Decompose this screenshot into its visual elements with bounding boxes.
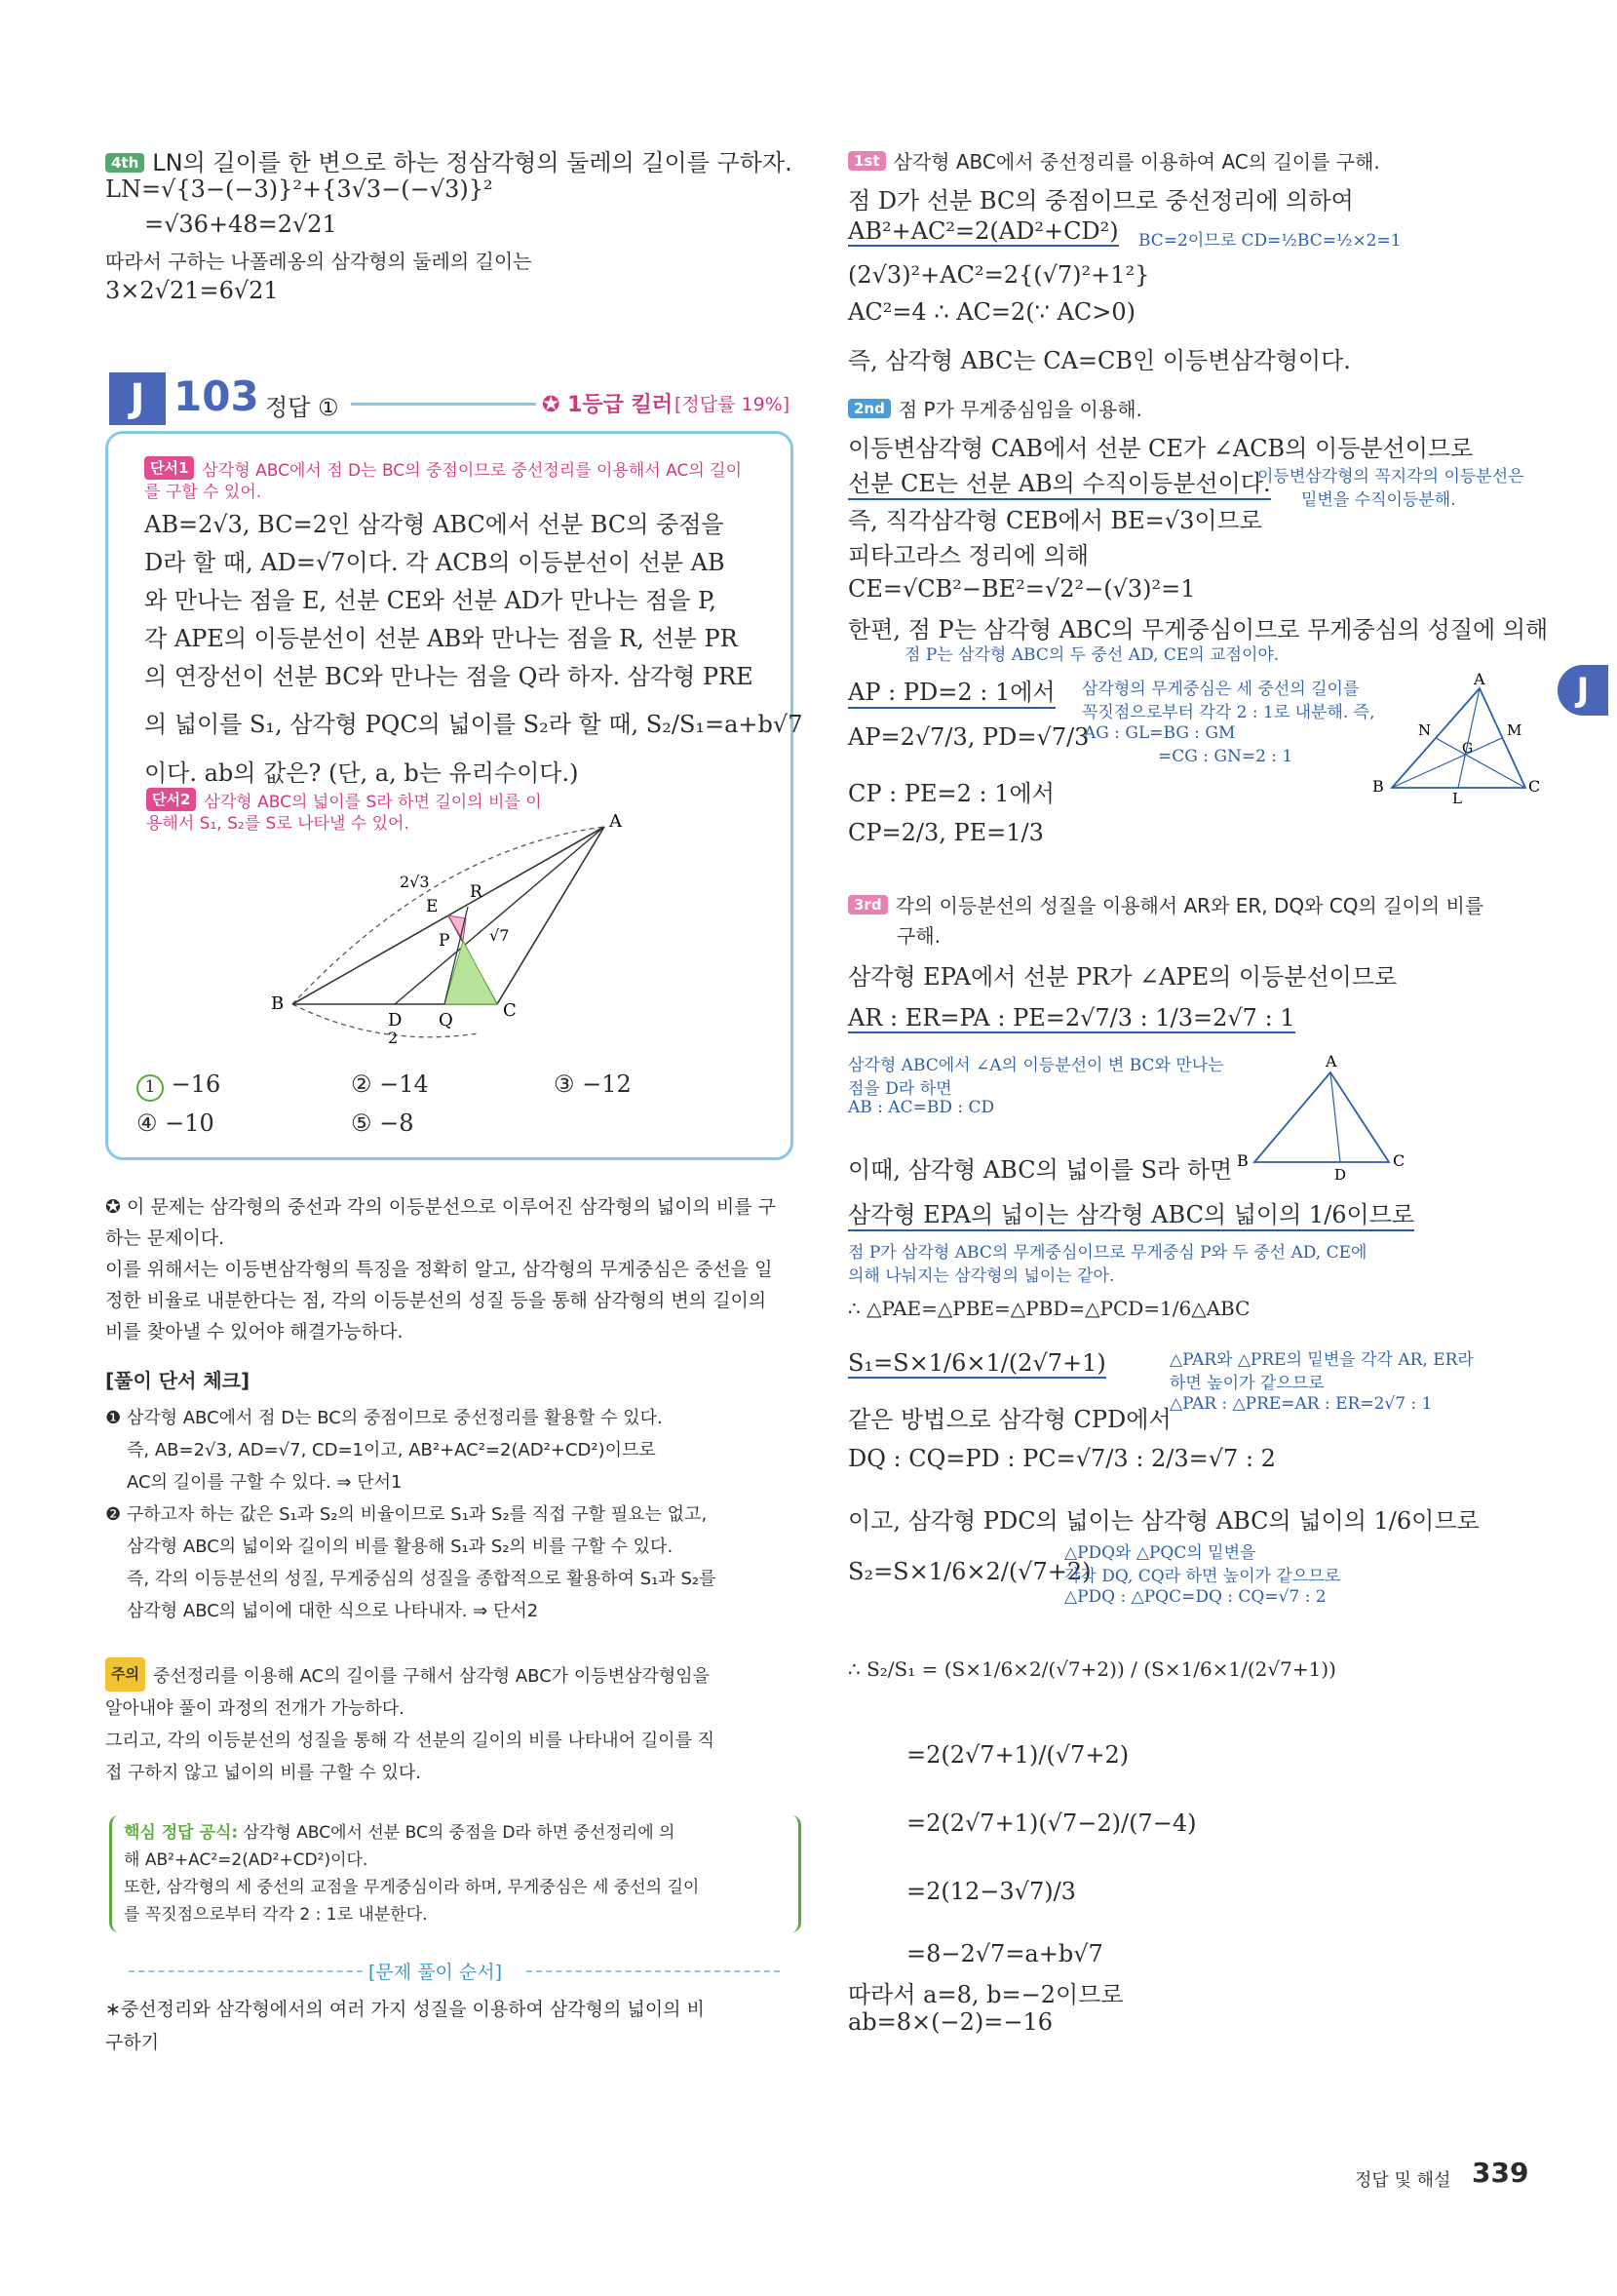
side-note: △PDQ : △PQC=DQ : CQ=√7 : 2 xyxy=(1064,1587,1327,1607)
text-line: 같은 방법으로 삼각형 CPD에서 xyxy=(848,1406,1172,1433)
side-note: AG : GL=BG : GM xyxy=(1084,723,1236,743)
text-line: 점 D가 선분 BC의 중점이므로 중선정리에 의하여 xyxy=(848,187,1354,214)
check-list: ❶ 삼각형 ABC에서 점 D는 BC의 중점이므로 중선정리를 활용할 수 있다. 즉, AB=2√3, AD=√7, CD=1이고, AB²+AC²=2(AD²+CD²)이므로 AC의 길이를 구할 수 있다. ⇒ 단서1 ❷ 구하고자 하는 값은 S₁과 S₂의 비율이므로 S₁과 S₂를 직접 구할 필요는 없고, 삼각형 ABC의 넓이와 길이의 비를 활용해 S₁과 S₂의 비를 구할 수 있다. 즉, 각의 이등분선의 성질, 무게중심의 성질을 종합적으로 활용하여 S₁과 S₂를 삼각형 ABC의 넓이에 대한 식으로 나타내자. ⇒ 단서2 xyxy=(105,1408,716,1621)
side-note: 의해 나눠지는 삼각형의 넓이는 같아. xyxy=(848,1266,1115,1286)
formula-line: S₁=S×1/6×1/(2√7+1) xyxy=(848,1349,1106,1377)
fig-label: 2 xyxy=(388,1029,399,1047)
problem-line: 이다. ab의 값은? (단, a, b는 유리수이다.) xyxy=(144,759,579,787)
side-note: 하면 높이가 같으므로 xyxy=(1170,1374,1325,1393)
fig-label: D xyxy=(388,1010,403,1031)
order-text: ∗중선정리와 삼각형에서의 여러 가지 성질을 이용하여 삼각형의 넓이의 비 구하기 xyxy=(105,1999,705,2053)
choice-5[interactable]: ⑤ −8 xyxy=(351,1109,414,1137)
fig-label: A xyxy=(1326,1052,1337,1070)
problem-line: 의 넓이를 S₁, 삼각형 PQC의 넓이를 S₂라 할 때, S₂/S₁=a+b√7 xyxy=(144,711,803,738)
formula-line: CP=2/3, PE=1/3 xyxy=(848,819,1044,846)
side-note: BC=2이므로 CD=½BC=½×2=1 xyxy=(1138,231,1402,251)
text-line: 선분 CE는 선분 AB의 수직이등분선이다. xyxy=(848,464,1271,500)
text-line: 피타고라스 정리에 의해 xyxy=(848,542,1090,569)
fig-label: B xyxy=(271,993,285,1014)
formula-line: S₂=S×1/6×2/(√7+2) xyxy=(848,1558,1092,1585)
side-note: AB : AC=BD : CD xyxy=(848,1098,995,1117)
problem-number: 103 xyxy=(173,372,259,420)
formula-line: DQ : CQ=PD : PC=√7/3 : 2/3=√7 : 2 xyxy=(848,1445,1276,1472)
divider xyxy=(526,1970,780,1972)
formula-line: CE=√CB²−BE²=√2²−(√3)²=1 xyxy=(848,575,1196,603)
formula-line: (2√3)²+AC²=2{(√7)²+1²} xyxy=(848,261,1150,289)
text-line: 삼각형 EPA의 넓이는 삼각형 ABC의 넓이의 1/6이므로 xyxy=(848,1195,1414,1231)
text-line: 즉, 직각삼각형 CEB에서 BE=√3이므로 xyxy=(848,507,1262,534)
check-title: [풀이 단서 체크] xyxy=(105,1369,250,1392)
problem-line: 와 만나는 점을 E, 선분 CE와 선분 AD가 만나는 점을 P, xyxy=(144,587,716,614)
problem-line: 의 연장선이 선분 BC와 만나는 점을 Q라 하자. 삼각형 PRE xyxy=(144,663,753,690)
explanation-intro: ✪ 이 문제는 삼각형의 중선과 각의 이등분선으로 이루어진 삼각형의 넓이의 비를 구하는 문제이다. 이를 위해서는 이등변삼각형의 특징을 정확히 알고, 삼각형의 무게중심은 중선을 일정한 비율로 내분한다는 점, 각의 이등분선의 성질 등을 통해 삼각형의 변의 길이의 비를 찾아낼 수 있어야 해결가능하다. xyxy=(105,1196,777,1343)
text-line: 이때, 삼각형 ABC의 넓이를 S라 하면 xyxy=(848,1156,1233,1184)
formula-line: ab=8×(−2)=−16 xyxy=(848,2008,1054,2036)
side-note: 각각 DQ, CQ라 하면 높이가 같으므로 xyxy=(1064,1567,1341,1586)
text-line: 따라서 구하는 나폴레옹의 삼각형의 둘레의 길이는 xyxy=(105,250,532,273)
text-line: 이고, 삼각형 PDC의 넓이는 삼각형 ABC의 넓이의 1/6이므로 xyxy=(848,1507,1480,1535)
answer-label: 정답 ① xyxy=(265,394,339,421)
side-note: 꼭짓점으로부터 각각 2 : 1로 내분해. 즉, xyxy=(1082,703,1375,722)
choice-2[interactable]: ② −14 xyxy=(351,1070,429,1098)
side-note: △PAR : △PRE=AR : ER=2√7 : 1 xyxy=(1170,1394,1433,1414)
text-line: 따라서 a=8, b=−2이므로 xyxy=(848,1981,1124,2008)
side-note: 이등변삼각형의 꼭지각의 이등분선은 xyxy=(1257,467,1524,486)
step-4th-title: 4th LN의 길이를 한 변으로 하는 정삼각형의 둘레의 길이를 구하자. xyxy=(105,143,792,177)
caution-note: 주의 중선정리를 이용해 AC의 길이를 구해서 삼각형 ABC가 이등변삼각형임을 알아내야 풀이 과정의 전개가 가능하다. 그리고, 각의 이등분선의 성질을 통해 각 선분의 길이의 비를 나타내어 길이를 직 접 구하지 않고 넓이의 비를 구할 수 있다. xyxy=(105,1657,788,1789)
fig-label: E xyxy=(426,897,439,916)
side-note: △PDQ와 △PQC의 밑변을 xyxy=(1064,1543,1256,1563)
text-line: 이등변삼각형 CAB에서 선분 CE가 ∠ACB의 이등분선이므로 xyxy=(848,435,1474,462)
footer-label: 정답 및 해설 xyxy=(1355,2170,1451,2191)
side-note: △PAR와 △PRE의 밑변을 각각 AR, ER라 xyxy=(1170,1350,1474,1370)
formula-line: LN=√{3−(−3)}²+{3√3−(−√3)}² xyxy=(105,175,493,203)
fig-label: C xyxy=(1528,777,1541,796)
fig-label: P xyxy=(439,931,450,951)
text-line: 한편, 점 P는 삼각형 ABC의 무게중심이므로 무게중심의 성질에 의해 xyxy=(848,616,1549,643)
centroid-figure xyxy=(1365,670,1541,807)
fig-label: R xyxy=(470,882,482,902)
side-note: 삼각형의 무게중심은 세 중선의 길이를 xyxy=(1082,680,1360,699)
choice-4[interactable]: ④ −10 xyxy=(136,1109,214,1137)
fig-label: A xyxy=(609,811,622,832)
page-number: 339 xyxy=(1472,2157,1529,2189)
step-1st-title: 1st 삼각형 ABC에서 중선정리를 이용하여 AC의 길이를 구해. xyxy=(848,146,1380,175)
fig-label: C xyxy=(1393,1151,1405,1170)
formula-line: CP : PE=2 : 1에서 xyxy=(848,780,1055,807)
side-note: 점을 D라 하면 xyxy=(848,1079,952,1099)
choice-3[interactable]: ③ −12 xyxy=(554,1070,632,1098)
formula-line: ∴ △PAE=△PBE=△PBD=△PCD=1/6△ABC xyxy=(848,1297,1251,1320)
formula-line: AB²+AC²=2(AD²+CD²) xyxy=(848,217,1119,245)
step-2nd-title: 2nd 점 P가 무게중심임을 이용해. xyxy=(848,394,1142,422)
formula-line: AP : PD=2 : 1에서 xyxy=(848,673,1056,709)
fig-label: Q xyxy=(439,1010,453,1031)
fig-label: B xyxy=(1372,777,1384,796)
formula-box: 핵심 정답 공식: 삼각형 ABC에서 선분 BC의 중점을 D라 하면 중선정리에 의 해 AB²+AC²=2(AD²+CD²)이다. 또한, 삼각형의 세 중선의 교점을 무게중심이라 하며, 무게중심은 세 중선의 길이 를 꼭짓점으로부터 각각 2 : 1로 내분한다. xyxy=(109,1815,801,1932)
fig-label: N xyxy=(1418,721,1432,739)
bisector-figure xyxy=(1233,1052,1408,1184)
formula-line: AR : ER=PA : PE=2√7/3 : 1/3=2√7 : 1 xyxy=(848,1004,1295,1031)
side-note: =CG : GN=2 : 1 xyxy=(1158,747,1293,766)
problem-line: AB=2√3, BC=2인 삼각형 ABC에서 선분 BC의 중점을 xyxy=(144,511,724,538)
grade-label: ✪ 1등급 킬러 xyxy=(542,393,674,417)
formula-line: AC²=4 ∴ AC=2(∵ AC>0) xyxy=(848,298,1136,326)
section-tab[interactable]: J xyxy=(1558,665,1608,716)
text-line: 구해. xyxy=(897,924,941,948)
rate-label: [정답률 19%] xyxy=(674,394,790,415)
side-note: 밑변을 수직이등분해. xyxy=(1301,490,1456,510)
text-line: 즉, 삼각형 ABC는 CA=CB인 이등변삼각형이다. xyxy=(848,347,1351,374)
choice-1[interactable]: 1 −16 xyxy=(136,1070,220,1102)
side-note: 점 P는 삼각형 ABC의 두 중선 AD, CE의 교점이야. xyxy=(905,645,1280,665)
formula-line: =8−2√7=a+b√7 xyxy=(906,1940,1103,1967)
divider xyxy=(129,1970,363,1972)
problem-line: D라 할 때, AD=√7이다. 각 ACB의 이등분선이 선분 AB xyxy=(144,549,725,576)
formula-line: =2(2√7+1)/(√7+2) xyxy=(906,1741,1130,1769)
formula-line: AP=2√7/3, PD=√7/3 xyxy=(848,723,1090,751)
fig-label: C xyxy=(503,1000,517,1021)
fig-label: √7 xyxy=(489,926,510,945)
order-title: [문제 풀이 순서] xyxy=(368,1962,503,1983)
problem-figure xyxy=(263,809,634,1063)
section-letter: J xyxy=(109,372,166,425)
hint1: 단서1 삼각형 ABC에서 점 D는 BC의 중점이므로 중선정리를 이용해서 AC의 길이를 구할 수 있어. xyxy=(144,456,749,503)
fig-label: A xyxy=(1474,670,1485,688)
side-note: 삼각형 ABC에서 ∠A의 이등분선이 변 BC와 만나는 xyxy=(848,1056,1224,1075)
fig-label: B xyxy=(1237,1151,1249,1170)
fig-label: D xyxy=(1334,1166,1347,1184)
side-note: 점 P가 삼각형 ABC의 무게중심이므로 무게중심 P와 두 중선 AD, CE에 xyxy=(848,1243,1367,1263)
formula-line: 3×2√21=6√21 xyxy=(105,277,279,304)
fig-label: G xyxy=(1462,741,1474,757)
divider xyxy=(351,403,536,406)
step-3rd-title: 3rd 각의 이등분선의 성질을 이용해서 AR와 ER, DQ와 CQ의 길이의 비를 xyxy=(848,890,1483,918)
text-line: 삼각형 EPA에서 선분 PR가 ∠APE의 이등분선이므로 xyxy=(848,963,1398,991)
formula-line: =√36+48=2√21 xyxy=(144,211,337,238)
formula-line: ∴ S₂/S₁ = (S×1/6×2/(√7+2)) / (S×1/6×1/(2√7+1)) xyxy=(848,1657,1336,1681)
fig-label: 2√3 xyxy=(400,873,430,891)
fig-label: L xyxy=(1452,790,1462,807)
hint2: 단서2 삼각형 ABC의 넓이를 S라 하면 길이의 비를 이용해서 S₁, S₂를 S로 나타낼 수 있어. xyxy=(146,788,556,835)
fig-label: M xyxy=(1507,721,1522,739)
formula-line: =2(12−3√7)/3 xyxy=(906,1878,1076,1905)
problem-line: 각 APE의 이등분선이 선분 AB와 만나는 점을 R, 선분 PR xyxy=(144,625,738,652)
formula-line: =2(2√7+1)(√7−2)/(7−4) xyxy=(906,1810,1197,1837)
